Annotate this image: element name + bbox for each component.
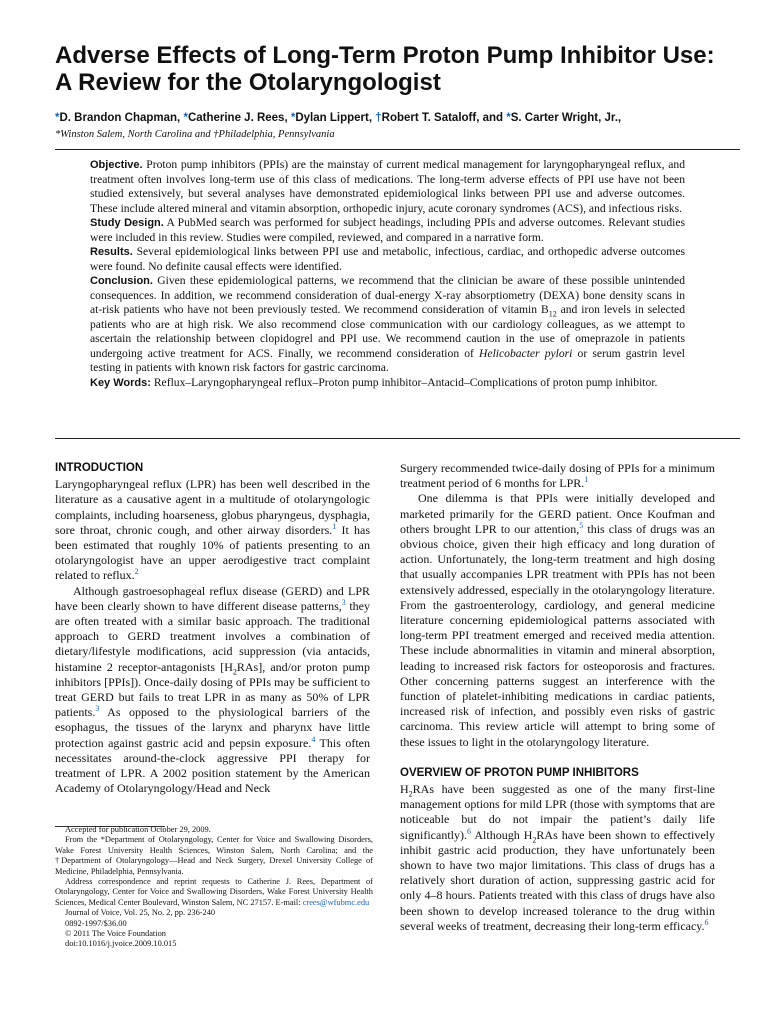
abstract-results <box>90 245 685 274</box>
author-name: S. Carter Wright, Jr., <box>510 112 622 124</box>
section-heading-overview: OVERVIEW OF PROTON PUMP INHIBITORS <box>400 766 639 779</box>
body-text: RAs have been suggested as one of the many first-line management options for mild LPR (those with symptoms that are noticeable but do not impair the patient’s daily life significantly). <box>400 782 715 842</box>
citation-link[interactable]: 1 <box>584 475 589 485</box>
abstract-box <box>55 149 740 439</box>
author-list <box>55 112 745 124</box>
author-name: Robert T. Sataloff, and <box>381 112 504 124</box>
results-text: Several epidemiological links between PPI use and metabolic, infectious, cardiac, and orthopedic adverse outcomes were found. No definite causal effects were identified. <box>90 245 685 273</box>
results-label: Results. <box>90 246 133 258</box>
right-column <box>400 461 715 934</box>
subscript: 2 <box>232 667 237 677</box>
body-text: Although H <box>470 827 533 842</box>
subscript: 2 <box>532 835 537 845</box>
conclusion-text: Given these epidemiological patterns, we recommend that the clinician be aware of these possible unintended consequences. In addition, we recommend consideration of dual-energy X-ray absorptiometry (DEXA) bone density scans in at-risk patients who have not been previously tested. We recommend consideration of vitamin B <box>90 274 686 316</box>
body-text: Although gastroesophageal reflux disease (GERD) and LPR have been clearly shown to have different disease patterns, <box>55 583 370 613</box>
body-paragraph <box>400 461 715 491</box>
citation-link[interactable]: 1 <box>332 521 337 531</box>
citation-link[interactable]: 6 <box>704 917 709 927</box>
conclusion-text: or serum gastrin level testing in patients with known risk factors for gastric carcinoma. <box>90 346 686 374</box>
citation-link[interactable]: 5 <box>579 520 584 530</box>
body-text: Surgery recommended twice-daily dosing of PPIs for a minimum treatment period of 6 months for LPR. <box>400 461 715 491</box>
abstract-conclusion <box>90 274 685 376</box>
abstract-objective <box>90 158 685 216</box>
section-heading-introduction: INTRODUCTION <box>55 462 144 474</box>
citation-link[interactable]: 6 <box>466 826 471 836</box>
body-text: H <box>400 782 409 797</box>
journal-citation: Journal of Voice, Vol. 25, No. 2, pp. 236-240 <box>65 908 216 918</box>
keywords-text: Reflux–Laryngopharyngeal reflux–Proton pump inhibitor–Antacid–Complications of proton pump inhibitor. <box>153 375 658 389</box>
issn: 0892-1997/$36.00 <box>65 918 127 928</box>
article-title: Adverse Effects of Long-Term Proton Pump Inhibitor Use: A Review for the Otolaryngologist <box>55 42 715 96</box>
author-name: Dylan Lippert, <box>295 112 373 124</box>
design-label: Study Design. <box>90 217 164 229</box>
conclusion-text: and iron levels in selected patients who are at high risk. We also recommend close communication with our cardiology colleagues, as we attempt to ascertain the relationship between clopidogrel and PPI use. We recommend caution in the use of omeprazole in patients undergoing active treatment for ACS. Finally, we recommend consideration of <box>90 303 685 360</box>
body-paragraph <box>55 477 370 583</box>
author-mark: * <box>55 112 60 124</box>
left-column <box>55 461 370 796</box>
footnotes <box>55 825 373 950</box>
copyright: © 2011 The Voice Foundation <box>65 929 166 939</box>
body-text: this class of drugs was an obvious choice, given their high efficacy and long duration of action. Unfortunately, the long-term treatment and high dosing that usually accompanies LPR treatment with PPIs has not been extensively addressed, especially in the otolaryngology literature. From the gastroenterology, cardiology, and general medicine literature concerning epidemiological patterns associated with long-term PPI treatment emerged and received media attention. These include abnormalities in vitamin and mineral absorption, leading to increased risk factors for osteoporosis and fractures. Other concerning patterns suggest an interference with the function of platelet-inhibiting medications in cardiac patients, increased risk of infection, and possibly even risks of gastric carcinoma. This review article will attempt to bring some of these issues to light in the otolaryngology literature. <box>400 521 715 749</box>
body-text: As opposed to the physiological barriers of the esophagus, the tissues of the larynx and pharynx have little protection against gastric acid and pepsin exposure. <box>55 705 370 750</box>
abstract-keywords <box>90 376 685 391</box>
body-paragraph <box>55 584 370 797</box>
footnote: Accepted for publication October 29, 2009. <box>65 825 211 834</box>
author-mark: * <box>506 112 511 124</box>
footnote: From the *Department of Otolaryngology, Center for Voice and Swallowing Disorders, Wake Forest University Health Sciences, Winston Salem, North Carolina; and the †Department of Otolaryngology—Head and Neck Surgery, Drexel University College of Medicine, Philadelphia, Pennsylvania. <box>55 835 373 876</box>
body-text: they are often treated with a similar basic approach. The traditional approach to GERD treatment involves a combination of dietary/lifestyle modifications, acid suppression (via antacids, histamine 2 receptor-antagonists [H <box>55 598 371 674</box>
body-text: One dilemma is that PPIs were initially developed and marketed primarily for the GERD patient. Once Koufman and others brought LPR to our attention, <box>400 491 715 536</box>
author-mark: † <box>375 112 382 124</box>
author-name: D. Brandon Chapman, <box>59 112 181 124</box>
author-affiliation: *Winston Salem, North Carolina and †Philadelphia, Pennsylvania <box>55 129 335 140</box>
species-name: Helicobacter pylori <box>479 346 573 360</box>
conclusion-label: Conclusion. <box>90 275 153 287</box>
body-text: It has been estimated that roughly 10% of patients presenting to an otolaryngologist have an upper aerodigestive tract complaint related to reflux. <box>55 522 370 583</box>
citation-link[interactable]: 4 <box>311 734 316 744</box>
body-paragraph <box>400 491 715 749</box>
body-text: RAs have been shown to effectively inhibit gastric acid production, they have unfortunately been shown to have two major limitations. This class of drugs has a relatively short duration of action, suppressing gastric acid for only 4–8 hours. Patients treated with this class of drugs have also been shown to develop increased tolerance to the drug within several weeks of treatment, decreasing their long-term efficacy. <box>400 827 715 933</box>
doi: doi:10.1016/j.jvoice.2009.10.015 <box>65 939 177 949</box>
subscript: 12 <box>548 309 557 319</box>
author-name: Catherine J. Rees, <box>187 112 288 124</box>
objective-label: Objective. <box>90 159 143 171</box>
abstract-study-design <box>90 216 685 245</box>
footnote <box>55 877 373 908</box>
footnote-text: Address correspondence and reprint requests to Catherine J. Rees, Department of Otolaryngology, Center for Voice and Swallowing Disorders, Wake Forest University Health Sciences, Medical Center Boulevard, Winston Salem, NC 27157. E-mail: <box>55 877 373 907</box>
author-mark: * <box>290 112 296 124</box>
body-text: This often necessitates around-the-clock aggressive PPI therapy for treatment of LPR. A 2002 position statement by the American Academy of Otolaryngology/Head and Neck <box>55 735 370 796</box>
citation-link[interactable]: 3 <box>341 597 346 607</box>
citation-link[interactable]: 3 <box>95 704 100 714</box>
subscript: 2 <box>408 789 413 799</box>
body-text: RAs], and/or proton pump inhibitors [PPIs]). Once-daily dosing of PPIs may be sufficient to treat GERD but fails to treat LPR in as many as 50% of LPR patients. <box>55 659 371 720</box>
body-text: Laryngopharyngeal reflux (LPR) has been well described in the literature as a causative agent in a multitude of otolaryngologic complaints, including hoarseness, globus pharyngeus, dysphagia, sore throat, chronic cough, and other airway disorders. <box>55 477 370 537</box>
design-text: A PubMed search was performed for subject headings, including PPIs and adverse outcomes. Relevant studies were included in this review. Studies were compiled, reviewed, and compared in a narrative form. <box>90 216 685 244</box>
objective-text: Proton pump inhibitors (PPIs) are the mainstay of current medical management for laryngopharyngeal reflux, and treatment often involves long-term use of this class of medications. The long-term adverse effects of PPI use have not been studied extensively, but several analyses have demonstrated epidemiological links between PPI use and adverse outcomes. These include altered mineral and vitamin absorption, orthopedic injury, acute coronary syndromes (ACS), and infectious risks. <box>90 158 685 215</box>
citation-link[interactable]: 2 <box>134 567 139 577</box>
author-mark: * <box>183 112 188 124</box>
email-link[interactable]: crees@wfubmc.edu <box>302 897 370 907</box>
body-paragraph <box>400 782 715 934</box>
keywords-label: Key Words: <box>90 376 151 389</box>
